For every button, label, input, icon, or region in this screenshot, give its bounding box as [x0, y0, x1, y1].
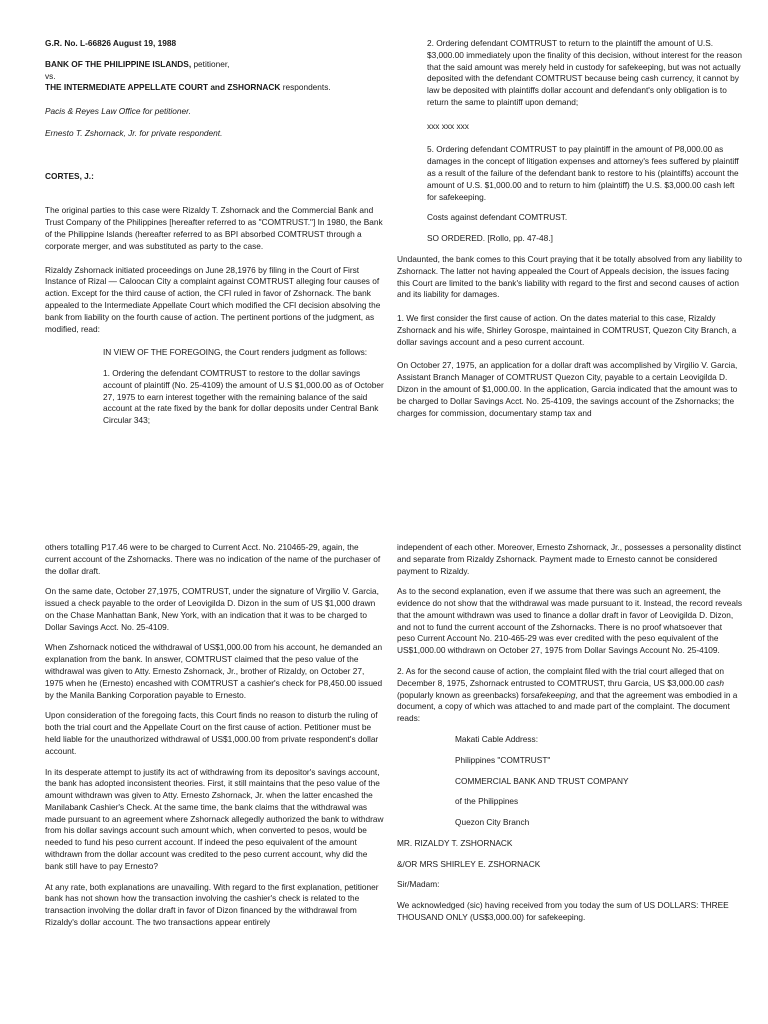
quoted-document-line: MR. RIZALDY T. ZSHORNACK	[397, 837, 513, 848]
quote-paragraph: xxx xxx xxx	[427, 120, 469, 131]
case-number: G.R. No. L-66826 August 19, 1988	[45, 38, 177, 48]
quoted-document-line: &/OR MRS SHIRLEY E. ZSHORNACK	[397, 858, 541, 869]
quote-paragraph: SO ORDERED. [Rollo, pp. 47-48.]	[427, 233, 553, 244]
quoted-document-line: Sir/Madam:	[397, 879, 440, 890]
quoted-document-line: We acknowledged (sic) having received from you today the sum of US DOLLARS: THREE THOUSAND ONLY (US$3,000.00) for safekeeping.	[397, 900, 729, 922]
quoted-document-line: Quezon City Branch	[455, 817, 530, 828]
respondent-role: respondents.	[280, 82, 331, 93]
paragraph: As to the second explanation, even if we assume that there was such an agreement, the evidence do not show that the withdrawal was made pursuant to it. Instead, the record reveals that the amount withdrawn was used to finance a dollar draft in favor of Leovigilda D. Dizon, and not to fund the current account of the Zshornacks. There is no proof whatsoever that peso Current Account No. 210-465-29 was ever credited with the peso equivalent of the US$1,000.00 withdrawn on October 27, 1975 from Dollar Savings Account No. 25-4109.	[397, 586, 742, 656]
quote-paragraph: 1. Ordering the defendant COMTRUST to restore to the dollar savings account of plaintiff (No. 25-4109) the amount of U.S $1,000.00 as of October 27, 1975 to earn interest together with the remaining balance of the said account at the rate fixed by the bank for dollar deposits under Central Bank Circular 343;	[103, 368, 384, 426]
quote-paragraph: Costs against defendant COMTRUST.	[427, 212, 568, 223]
paragraph: When Zshornack noticed the withdrawal of US$1,000.00 from his account, he demanded an explanation from the bank. In answer, COMTRUST claimed that the peso value of the withdrawal was given to Atty. Ernesto Zshornack, Jr., brother of Rizaldy, on October 27, 1975 when he (Ernesto) encashed with COMTRUST a cashier's check for P8,450.00 issued by the Manila Banking Corporation payable to Ernesto.	[45, 642, 383, 700]
column-top-right	[397, 38, 742, 428]
petitioner-line	[45, 59, 387, 71]
paragraph: At any rate, both explanations are unavailing. With regard to the first explanation, petitioner bank has not shown how the transaction involving the cashier's check is related to the transaction involving the dollar draft in favor of Dizon financed by the withdrawal from Rizaldy's dollar account. The two transactions appear entirely	[45, 881, 379, 927]
quote-paragraph: 2. Ordering defendant COMTRUST to return to the plaintiff the amount of U.S. $3,000.00 immediately upon the finality of this decision, without interest for the reason that the said amount was merely held in custody for safekeeping, but was not actually deposited with the defendant COMTRUST because being cash currency, it cannot by law be deposited with plaintiffs dollar account and defendant's only obligation is to return the same to plaintiff upon demand;	[427, 38, 743, 107]
emphasis-safekeeping: safekeeping	[530, 689, 576, 700]
versus: vs.	[45, 70, 56, 81]
column-bottom-left	[45, 542, 385, 938]
quoted-document-line: of the Philippines	[455, 796, 519, 807]
paragraph: Rizaldy Zshornack initiated proceedings on June 28,1976 by filing in the Court of First Instance of Rizal — Caloocan City a complaint against COMTRUST alleging four causes of action. Except for the third cause of action, the CFI ruled in favor of Zshornack. The bank appealed to the Intermediate Appellate Court which modified the CFI decision absolving the bank from liability on the fourth cause of action. The pertinent portions of the judgment, as modified, read:	[45, 264, 381, 334]
paragraph: On the same date, October 27,1975, COMTRUST, under the signature of Virgilio V. Garcia, issued a check payable to the order of Leovigilda D. Dizon in the sum of US $1,000 drawn on the Chase Manhattan Bank, New York, with an indication that it was to be charged to Dollar Savings Acct. No. 25-4109.	[45, 586, 379, 632]
quote-paragraph: IN VIEW OF THE FOREGOING, the Court renders judgment as follows:	[103, 347, 368, 358]
paragraph: 1. We first consider the first cause of action. On the dates material to this case, Rizaldy Zshornack and his wife, Shirley Gorospe, maintained in COMTRUST, Quezon City Branch, a dollar savings account and a peso current account.	[397, 313, 737, 347]
paragraph: Undaunted, the bank comes to this Court praying that it be totally absolved from any liability to Zshornack. The latter not having appealed the Court of Appeals decision, the issues facing this Court are limited to the bank's liability with regard to the first and second causes of action and its liability for damages.	[397, 253, 742, 300]
respondent-line	[45, 82, 387, 94]
quoted-document-line: Makati Cable Address:	[455, 733, 539, 744]
paragraph: others totalling P17.46 were to be charged to Current Acct. No. 210465-29, again, the current account of the Zshornacks. There was no indication of the name of the purchaser of the dollar draft.	[45, 542, 381, 576]
ponente: CORTES, J.:	[45, 170, 94, 181]
paragraph: In its desperate attempt to justify its act of withdrawing from its depositor's savings account, the bank has adopted inconsistent theories. First, it still maintains that the peso value of the amount withdrawn was given to Atty. Ernesto Zshornack, Jr. when the latter encashed the Manilabank Cashier's Check. At the same time, the bank claims that the withdrawal was made pursuant to an agreement where Zshornack allegedly authorized the bank to withdraw from his dollar savings account such amount which, when converted to pesos, would be needed to fund his peso current account. If indeed the peso equivalent of the amount withdrawn from the dollar account was credited to the peso current account, why did the bank still have to pay Ernesto?	[45, 766, 384, 871]
counsel-petitioner: Pacis & Reyes Law Office for petitioner.	[45, 106, 191, 117]
column-top-left	[45, 38, 387, 436]
paragraph: On October 27, 1975, an application for a dollar draft was accomplished by Virgilio V. Garcia, Assistant Branch Manager of COMTRUST Quezon City, payable to a certain Leovigilda D. Dizon in the amount of $1,000.00. In the application, Garcia indicated that the amount was to be charged to Dollar Savings Acct. No. 25-4109, the savings account of the Zshornacks; the charges for commission, documentary stamp tax and	[397, 360, 738, 418]
petitioner-name: BANK OF THE PHILIPPINE ISLANDS,	[45, 58, 192, 69]
paragraph: independent of each other. Moreover, Ernesto Zshornack, Jr., possesses a personality distinct and separate from Rizaldy Zshornack. Payment made to Ernesto cannot be considered payment to Rizaldy.	[397, 542, 742, 576]
quoted-document-line: Philippines "COMTRUST"	[455, 754, 551, 765]
quoted-document-line: COMMERCIAL BANK AND TRUST COMPANY	[455, 775, 629, 786]
column-bottom-right	[397, 542, 742, 933]
paragraph: 2. As for the second cause of action, the complaint filed with the trial court alleged that on December 8, 1975, Zshornack entrusted to COMTRUST, thru Garcia, US $3,000.00 cash (popularly known as greenbacks) forsafekeeping, and that the agreement was embodied in a document, a copy of which was attached to and made part of the complaint. The document reads:	[397, 666, 738, 724]
emphasis-cash: cash	[706, 677, 724, 688]
paragraph: Upon consideration of the foregoing facts, this Court finds no reason to disturb the ruling of both the trial court and the Appellate Court on the first cause of action. Petitioner must be held liable for the unauthorized withdrawal of US$1,000.00 from private respondent's dollar account.	[45, 710, 379, 756]
paragraph: The original parties to this case were Rizaldy T. Zshornack and the Commercial Bank and Trust Company of the Philippines [hereafter referred to as "COMTRUST."] In 1980, the Bank of the Philippine Islands (hereafter referred to as BPI absorbed COMTRUST through a corporate merger, and was substituted as party to the case.	[45, 205, 383, 251]
petitioner-role: petitioner,	[191, 58, 230, 69]
counsel-respondent: Ernesto T. Zshornack, Jr. for private respondent.	[45, 127, 223, 138]
respondent-name: THE INTERMEDIATE APPELLATE COURT and ZSHORNACK	[45, 82, 281, 93]
quote-paragraph: 5. Ordering defendant COMTRUST to pay plaintiff in the amount of P8,000.00 as damages in the concept of litigation expenses and attorney's fees suffered by plaintiff as a result of the failure of the defendant bank to restore to his (plaintiffs) account the amount of U.S. $1,000.00 and to return to him (plaintiff) the U.S. $3,000.00 cash left for safekeeping.	[427, 144, 739, 202]
